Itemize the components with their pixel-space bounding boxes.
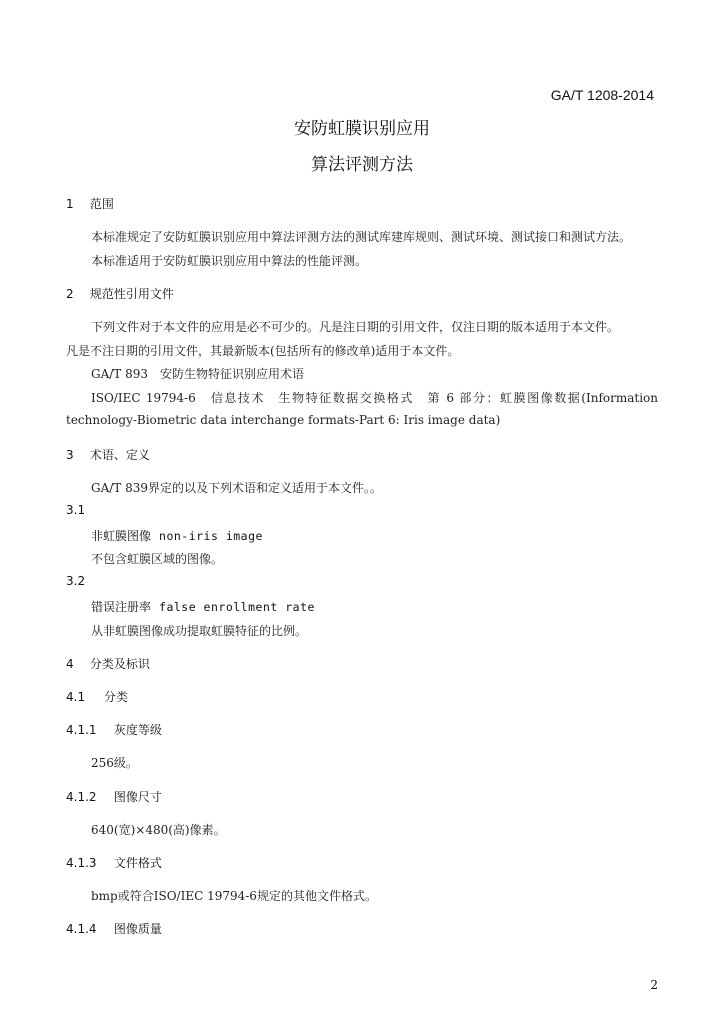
section-2-paragraph-line-2: 凡是不注日期的引用文件，其最新版本(包括所有的修改单)适用于本文件。 — [66, 344, 460, 358]
section-number: 4.1.4 — [66, 922, 97, 936]
term-3-2-definition: 从非虹膜图像成功提取虹膜特征的比例。 — [91, 624, 308, 638]
term-3-1 — [91, 527, 263, 544]
section-2-heading — [66, 285, 174, 302]
term-3-2 — [91, 598, 315, 615]
term-chinese: 错误注册率 — [91, 600, 152, 614]
section-4-1-3-body: bmp或符合ISO/IEC 19794-6规定的其他文件格式。 — [91, 889, 377, 903]
section-number: 4.1.2 — [66, 790, 97, 804]
section-title: 范围 — [89, 197, 114, 211]
reference-iso-iec-19794-6-line-2: technology-Biometric data interchange formats-Part 6: Iris image data) — [66, 413, 501, 427]
reference-iso-iec-19794-6-line-1: ISO/IEC 19794-6 信息技术 生物特征数据交换格式 第 6 部分：虹膜图像数据(Information — [91, 391, 658, 405]
term-english: false enrollment rate — [159, 600, 315, 614]
document-title-line2: 算法评测方法 — [311, 155, 413, 175]
section-title: 分类 — [103, 690, 128, 704]
section-number: 4.1 — [66, 690, 86, 704]
section-number: 2 — [66, 287, 74, 301]
section-4-1-1-heading — [66, 721, 162, 738]
term-english: non-iris image — [159, 529, 263, 543]
section-number: 4.1.1 — [66, 723, 97, 737]
section-2-paragraph-line-1: 下列文件对于本文件的应用是必不可少的。凡是注日期的引用文件，仅注日期的版本适用于本文件。 — [91, 320, 620, 334]
document-title-line1: 安防虹膜识别应用 — [294, 119, 430, 139]
section-number: 4 — [66, 657, 74, 671]
section-3-heading — [66, 446, 150, 463]
section-title: 灰度等级 — [113, 723, 162, 737]
section-1-paragraph-2: 本标准适用于安防虹膜识别应用中算法的性能评测。 — [91, 254, 368, 268]
term-3-1-number: 3.1 — [66, 503, 86, 517]
section-title: 规范性引用文件 — [89, 287, 174, 301]
section-4-1-2-body: 640(宽)×480(高)像素。 — [91, 823, 226, 837]
section-number: 4.1.3 — [66, 856, 97, 870]
section-1-heading — [66, 195, 114, 212]
section-3-paragraph: GA/T 839界定的以及下列术语和定义适用于本文件。。 — [91, 481, 383, 495]
section-4-1-2-heading — [66, 788, 162, 805]
section-title: 图像质量 — [113, 922, 162, 936]
term-3-2-number: 3.2 — [66, 574, 86, 588]
section-4-1-3-heading — [66, 854, 162, 871]
section-title: 分类及标识 — [89, 657, 150, 671]
term-chinese: 非虹膜图像 — [91, 529, 152, 543]
section-4-heading — [66, 655, 150, 672]
section-number: 1 — [66, 197, 74, 211]
section-title: 术语、定义 — [89, 448, 150, 462]
section-4-1-1-body: 256级。 — [91, 756, 138, 770]
section-1-paragraph-1: 本标准规定了安防虹膜识别应用中算法评测方法的测试库建库规则、测试环境、测试接口和测试方法。 — [91, 230, 632, 244]
section-title: 文件格式 — [113, 856, 162, 870]
reference-ga-t-893: GA/T 893 安防生物特征识别应用术语 — [91, 367, 305, 381]
page-number: 2 — [650, 978, 658, 992]
term-3-1-definition: 不包含虹膜区域的图像。 — [91, 552, 224, 566]
section-4-1-4-heading — [66, 920, 162, 937]
section-4-1-heading — [66, 688, 128, 705]
standard-number: GA/T 1208-2014 — [550, 87, 654, 103]
section-number: 3 — [66, 448, 74, 462]
section-title: 图像尺寸 — [113, 790, 162, 804]
